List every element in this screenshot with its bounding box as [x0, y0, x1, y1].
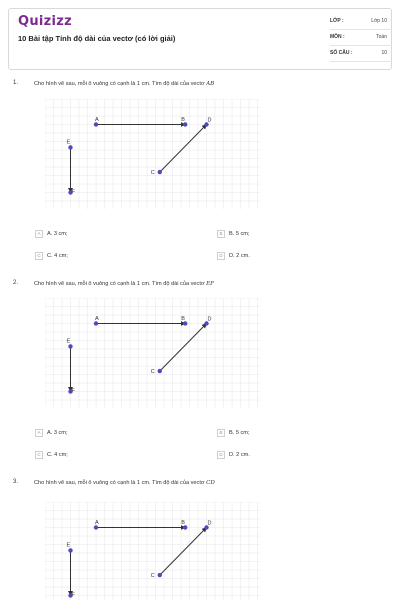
meta-label-subject: MÔN :	[330, 34, 345, 40]
point-label-a: A	[95, 520, 99, 526]
point-label-d: D	[207, 316, 212, 323]
point-label-e: E	[66, 542, 71, 549]
point-label-f: F	[71, 592, 75, 599]
point-label-e: E	[66, 139, 71, 146]
point-label-c: C	[150, 170, 155, 177]
meta-divider	[330, 45, 392, 46]
point-label-d: D	[207, 117, 212, 124]
point-label-a: A	[95, 316, 99, 322]
option-letter: B	[217, 230, 225, 238]
question-number: 1.	[13, 80, 19, 86]
option-text: A. 3 cm;	[47, 430, 68, 436]
vector-figure	[45, 502, 260, 600]
question-text	[34, 81, 214, 87]
option-c[interactable]	[35, 451, 68, 459]
option-letter: A	[35, 429, 43, 437]
grid-figure	[45, 502, 260, 600]
point-label-d: D	[207, 520, 212, 527]
point-e	[68, 145, 72, 149]
option-letter: D	[217, 451, 225, 459]
question-number: 2.	[13, 280, 19, 286]
meta-divider	[330, 61, 392, 62]
point-label-e: E	[66, 338, 71, 345]
vector-name: EF	[206, 281, 215, 287]
grid-figure	[45, 298, 260, 408]
point-label-c: C	[150, 369, 155, 376]
option-b[interactable]	[217, 230, 250, 238]
point-label-f: F	[71, 388, 75, 395]
point-c	[158, 573, 162, 577]
option-letter: D	[217, 252, 225, 260]
question-prompt: Cho hình vẽ sau, mỗi ô vuông có cạnh là 1 cm. Tìm độ dài của vectơ	[34, 480, 207, 486]
vector-figure	[45, 298, 260, 408]
option-text: C. 4 cm;	[47, 452, 68, 458]
meta-divider	[330, 29, 392, 30]
meta-value-subject: Toán	[376, 34, 387, 40]
point-c	[158, 170, 162, 174]
point-label-c: C	[150, 573, 155, 580]
vector-cd	[160, 324, 207, 372]
quizizz-logo[interactable]: Quizizz	[18, 14, 73, 29]
option-d[interactable]	[217, 451, 250, 459]
vector-name: CD	[206, 480, 215, 486]
vector-cd	[160, 528, 207, 576]
question-text	[34, 480, 215, 486]
vector-figure	[45, 99, 260, 209]
grid-figure	[45, 99, 260, 209]
worksheet-title: 10 Bài tập Tính độ dài của vectơ (có lời giải)	[18, 34, 176, 43]
option-letter: A	[35, 230, 43, 238]
grid-lines	[45, 502, 260, 600]
vector-cd	[160, 125, 207, 173]
option-text: D. 2 cm.	[229, 253, 250, 259]
point-label-a: A	[95, 117, 99, 123]
point-label-b: B	[181, 316, 185, 322]
option-text: A. 3 cm;	[47, 231, 68, 237]
point-label-b: B	[181, 117, 185, 123]
meta-label-count: SỐ CÂU :	[330, 50, 353, 56]
option-letter: C	[35, 451, 43, 459]
option-c[interactable]	[35, 252, 68, 260]
option-text: B. 5 cm;	[229, 430, 250, 436]
question-text	[34, 281, 214, 287]
option-text: B. 5 cm;	[229, 231, 250, 237]
question-prompt: Cho hình vẽ sau, mỗi ô vuông có cạnh là 1 cm. Tìm độ dài của vectơ	[34, 281, 207, 287]
option-text: C. 4 cm;	[47, 253, 68, 259]
point-c	[158, 369, 162, 373]
question-prompt: Cho hình vẽ sau, mỗi ô vuông có cạnh là 1 cm. Tìm độ dài của vectơ	[34, 81, 207, 87]
option-a[interactable]	[35, 230, 68, 238]
meta-value-class: Lớp 10	[371, 18, 387, 24]
point-e	[68, 344, 72, 348]
option-letter: B	[217, 429, 225, 437]
option-text: D. 2 cm.	[229, 452, 250, 458]
vector-name: AB	[206, 81, 215, 87]
question-number: 3.	[13, 479, 19, 485]
meta-value-count: 10	[381, 50, 387, 56]
point-e	[68, 548, 72, 552]
grid-lines	[45, 298, 260, 408]
meta-label-class: LỚP :	[330, 18, 344, 24]
point-label-b: B	[181, 520, 185, 526]
option-b[interactable]	[217, 429, 250, 437]
option-letter: C	[35, 252, 43, 260]
option-a[interactable]	[35, 429, 68, 437]
worksheet-header	[8, 8, 392, 70]
grid-lines	[45, 99, 260, 209]
point-label-f: F	[71, 189, 75, 196]
option-d[interactable]	[217, 252, 250, 260]
